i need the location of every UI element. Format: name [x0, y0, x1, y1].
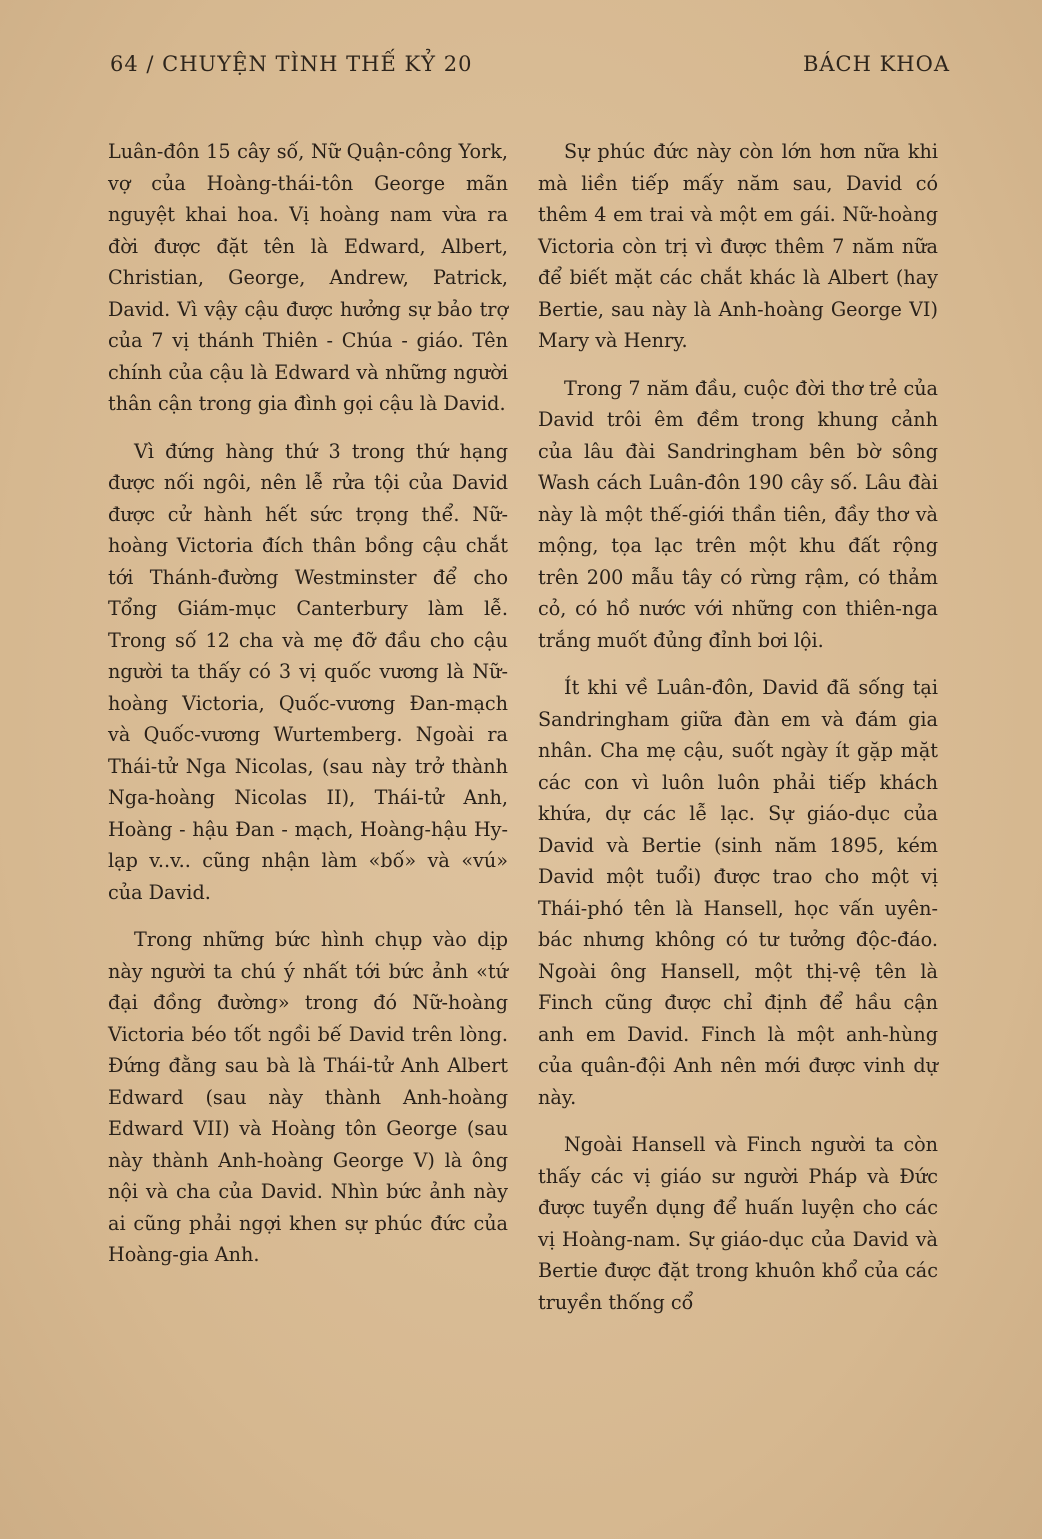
- paragraph: Ít khi về Luân-đôn, David đã sống tại Sandringham giữa đàn em và đám gia nhân. Cha mẹ cậu, suốt ngày ít gặp mặt các con vì luôn luôn phải tiếp khách khứa, dự các lễ lạc. Sự giáo-dục của David và Bertie (sinh năm 1895, kém David một tuổi) được trao cho một vị Thái-phó tên là Hansell, học vấn uyên-bác nhưng không có tư tưởng độc-đáo. Ngoài ông Hansell, một thị-vệ tên là Finch cũng được chỉ định để hầu cận anh em David. Finch là một anh-hùng của quân-đội Anh nên mới được vinh dự này.: [538, 676, 938, 1109]
- page-header: [110, 52, 950, 76]
- page-number: 64: [110, 52, 139, 76]
- running-title: / CHUYỆN TÌNH THẾ KỶ 20: [146, 52, 473, 76]
- right-column: [538, 136, 938, 1334]
- magazine-name: BÁCH KHOA: [802, 52, 950, 76]
- running-head-left: [110, 52, 472, 76]
- paragraph: Luân-đôn 15 cây số, Nữ Quận-công York, vợ của Hoàng-thái-tôn George mãn nguyệt khai hoa. Vị hoàng nam vừa ra đời được đặt tên là Edward, Albert, Christian, George, Andrew, Patrick, David. Vì vậy cậu được hưởng sự bảo trợ của 7 vị thánh Thiên - Chúa - giáo. Tên chính của cậu là Edward và những người thân cận trong gia đình gọi cậu là David.: [108, 140, 508, 415]
- paragraph: Sự phúc đức này còn lớn hơn nữa khi mà liền tiếp mấy năm sau, David có thêm 4 em trai và một em gái. Nữ-hoàng Victoria còn trị vì được thêm 7 năm nữa để biết mặt các chắt khác là Albert (hay Bertie, sau này là Anh-hoàng George VI) Mary và Henry.: [538, 140, 938, 352]
- paragraph: Vì đứng hàng thứ 3 trong thứ hạng được nối ngôi, nên lễ rửa tội của David được cử hành hết sức trọng thể. Nữ-hoàng Victoria đích thân bồng cậu chắt tới Thánh-đường Westminster để cho Tổng Giám-mục Canterbury làm lễ. Trong số 12 cha và mẹ đỡ đầu cho cậu người ta thấy có 3 vị quốc vương là Nữ-hoàng Victoria, Quốc-vương Đan-mạch và Quốc-vương Wurtemberg. Ngoài ra Thái-tử Nga Nicolas, (sau này trở thành Nga-hoàng Nicolas II), Thái-tử Anh, Hoàng - hậu Đan - mạch, Hoàng-hậu Hy-lạp v..v.. cũng nhận làm «bố» và «vú» của David.: [108, 439, 508, 904]
- paragraph: Trong những bức hình chụp vào dịp này người ta chú ý nhất tới bức ảnh «tứ đại đồng đường» trong đó Nữ-hoàng Victoria béo tốt ngồi bế David trên lòng. Đứng đằng sau bà là Thái-tử Anh Albert Edward (sau này thành Anh-hoàng Edward VII) và Hoàng tôn George (sau này thành Anh-hoàng George V) là ông nội và cha của David. Nhìn bức ảnh này ai cũng phải ngợi khen sự phúc đức của Hoàng-gia Anh.: [108, 928, 508, 1266]
- left-column: [108, 136, 508, 1287]
- paragraph: Trong 7 năm đầu, cuộc đời thơ trẻ của David trôi êm đềm trong khung cảnh của lâu đài Sandringham bên bờ sông Wash cách Luân-đôn 190 cây số. Lâu đài này là một thế-giới thần tiên, đầy thơ và mộng, tọa lạc trên một khu đất rộng trên 200 mẫu tây có rừng rậm, có thảm cỏ, có hồ nước với những con thiên-nga trắng muốt đủng đỉnh bơi lội.: [538, 376, 938, 652]
- paragraph: Ngoài Hansell và Finch người ta còn thấy các vị giáo sư người Pháp và Đức được tuyển dụng để huấn luyện cho các vị Hoàng-nam. Sự giáo-dục của David và Bertie được đặt trong khuôn khổ của các truyền thống cổ: [538, 1133, 938, 1314]
